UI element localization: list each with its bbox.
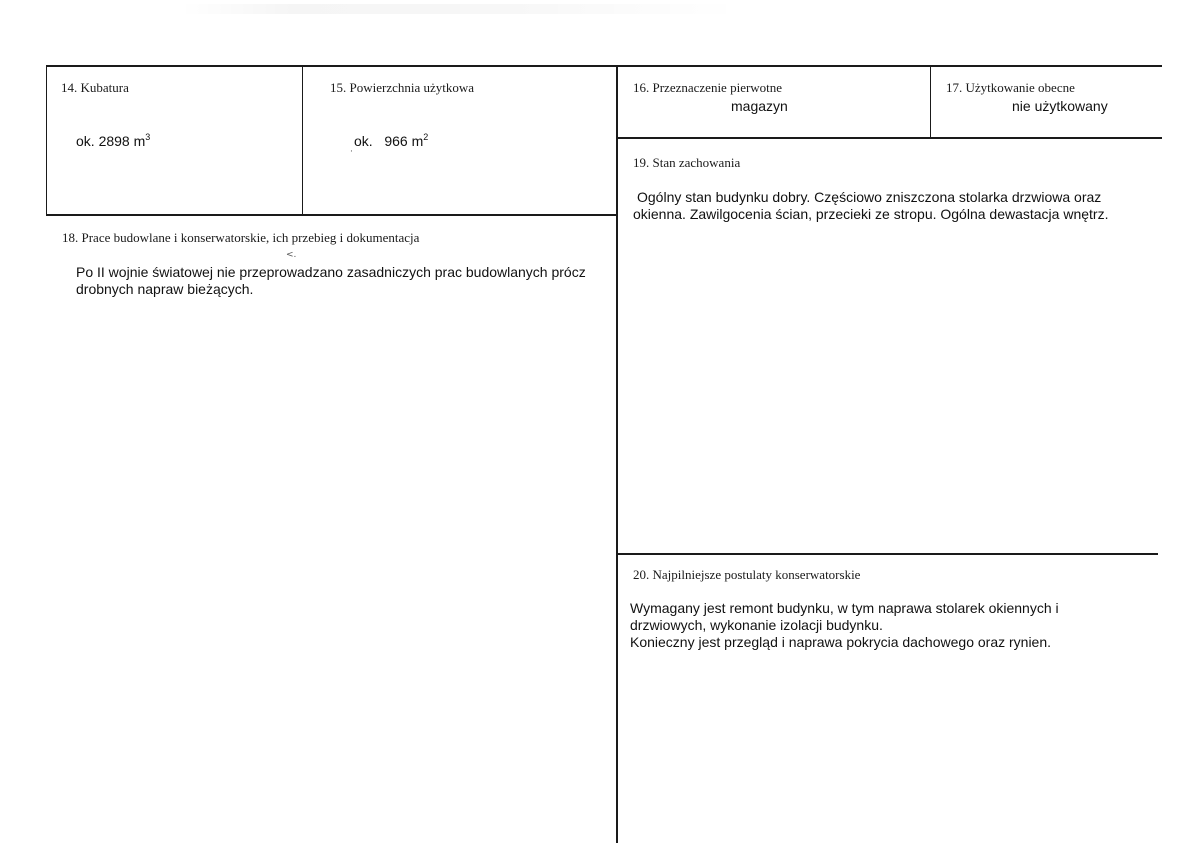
powierzchnia-amount: ok. 966 m xyxy=(354,133,424,149)
top-border-line xyxy=(46,65,1162,67)
field-20-label: 20. Najpilniejsze postulaty konserwatorskie xyxy=(633,567,861,582)
center-vertical-divider xyxy=(616,66,618,843)
field-15-label: 15. Powierzchnia użytkowa xyxy=(330,80,475,95)
field-20-line: Wymagany jest remont budynku, w tym naprawa stolarek okiennych i xyxy=(630,600,1059,616)
field-18-text xyxy=(76,264,611,298)
field-19-line: Ogólny stan budynku dobry. Częściowo zniszczona stolarka drzwiowa oraz xyxy=(637,189,1102,205)
divider-16-17 xyxy=(930,66,931,138)
left-border-line xyxy=(46,65,47,216)
field-18-line: Po II wojnie światowej nie przeprowadzano zasadniczych prac budowlanych prócz xyxy=(76,264,586,280)
row-divider-19-20 xyxy=(618,553,1158,555)
field-14-label: 14. Kubatura xyxy=(61,80,129,95)
field-16-label: 16. Przeznaczenie pierwotne xyxy=(633,80,783,95)
field-14-value xyxy=(76,133,150,150)
kubatura-exponent: 3 xyxy=(145,132,151,142)
field-19-line: okienna. Zawilgocenia ścian, przecieki ze stropu. Ogólna dewastacja wnętrz. xyxy=(633,206,1109,222)
scan-artifact xyxy=(180,4,740,14)
field-19-text xyxy=(633,189,1153,223)
row-divider-14-15-bottom xyxy=(46,214,616,216)
divider-14-15 xyxy=(302,66,303,215)
field-15-value xyxy=(354,133,428,150)
field-17-value: nie użytkowany xyxy=(1012,98,1108,114)
scan-speck: <. xyxy=(286,250,297,260)
field-16-value: magazyn xyxy=(731,98,788,114)
field-20-line: Konieczny jest przegląd i naprawa pokrycia dachowego oraz rynien. xyxy=(630,634,1052,650)
row-divider-16-17-bottom xyxy=(618,137,1162,139)
field-19-label: 19. Stan zachowania xyxy=(633,155,741,170)
field-20-line: drzwiowych, wykonanie izolacji budynku. xyxy=(630,617,883,633)
powierzchnia-exponent: 2 xyxy=(423,132,429,142)
field-18-line: drobnych napraw bieżących. xyxy=(76,281,254,297)
scan-speck: · xyxy=(350,147,353,157)
kubatura-amount: ok. 2898 m xyxy=(76,133,146,149)
field-17-label: 17. Użytkowanie obecne xyxy=(946,80,1075,95)
field-20-text xyxy=(630,600,1150,651)
field-18-label: 18. Prace budowlane i konserwatorskie, ich przebieg i dokumentacja xyxy=(62,230,420,245)
